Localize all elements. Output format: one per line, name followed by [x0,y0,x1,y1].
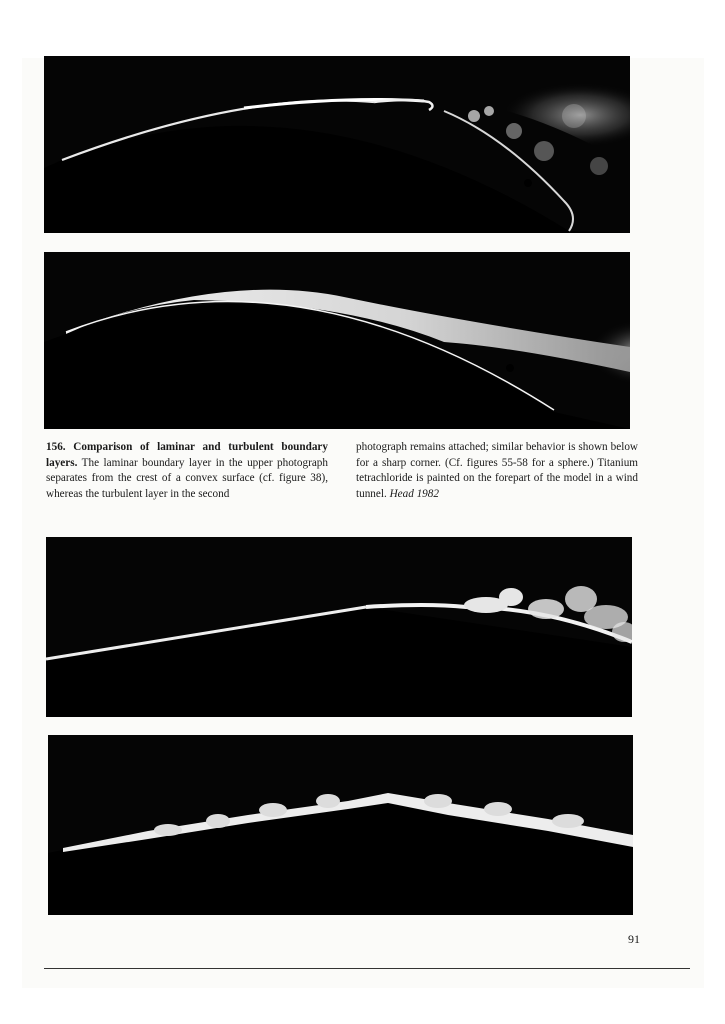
figure-caption-right [356,440,638,502]
turbulent-corner-photo [48,735,633,915]
laminar-convex-photo [44,56,630,233]
turbulent-convex-photo [44,252,630,429]
figure-caption-left [46,440,328,502]
caption-body-right: photograph remains attached; similar behavior is shown below for a sharp corner. (Cf. figures 55-58 for a sphere.) Titanium tetrachloride is painted on the forepart of the model in a wind tunnel. [356,441,638,500]
footer-rule [44,968,690,969]
page-number: 91 [628,932,640,946]
caption-body-left: The laminar boundary layer in the upper photograph separates from the crest of a convex surface (cf. figure 38), whereas the turbulent layer in the second [46,456,328,500]
figure-number: 156. [46,441,66,453]
figure-title: Comparison of laminar and turbulent boundary layers. [46,441,328,469]
laminar-corner-photo [46,537,632,717]
figure-credit: Head 1982 [389,487,439,500]
